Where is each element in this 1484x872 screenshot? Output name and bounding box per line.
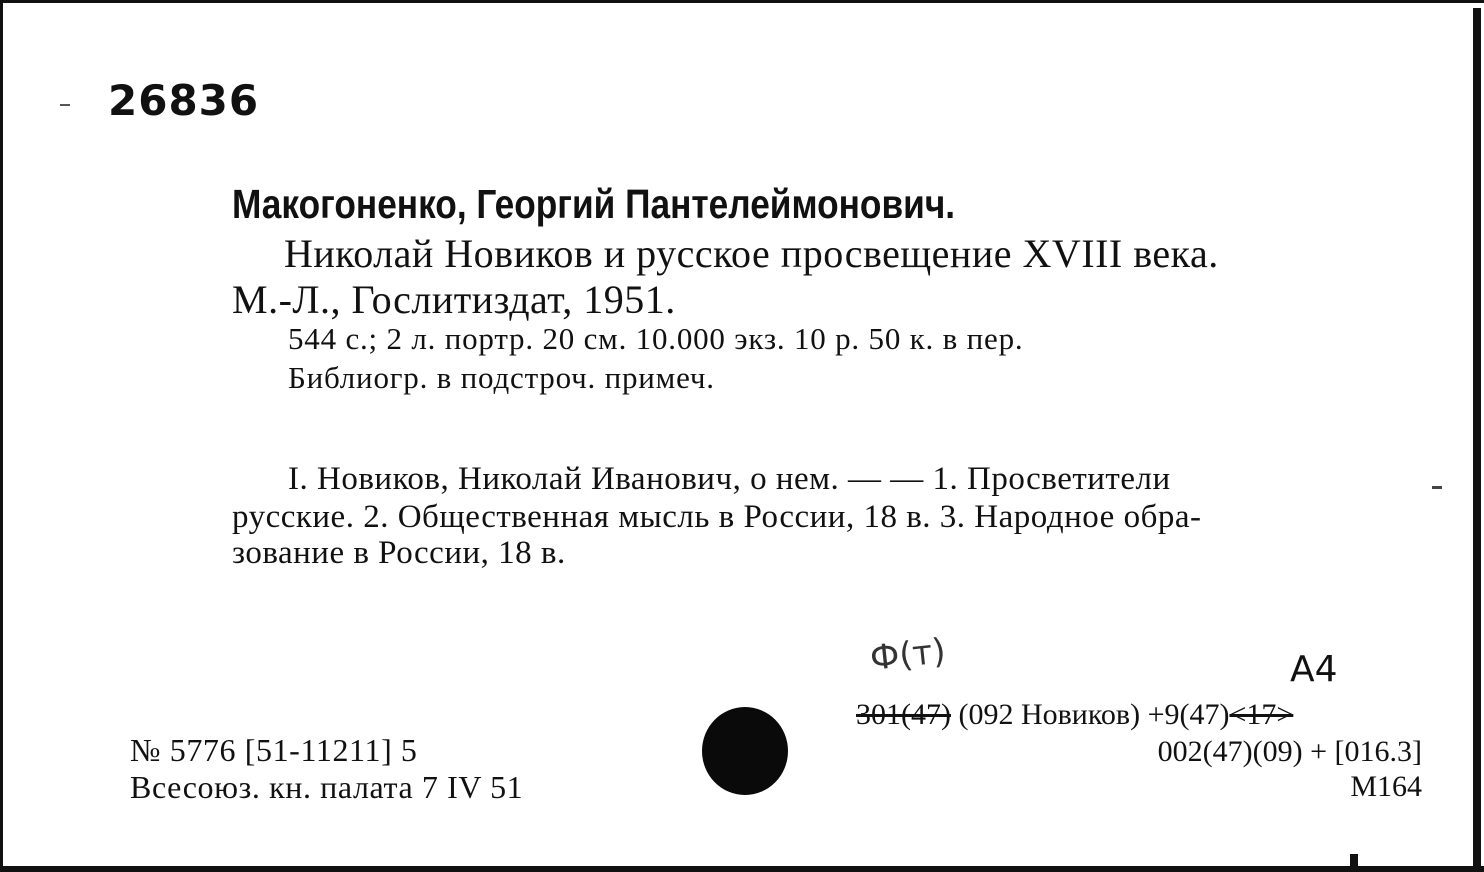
classification-line-3: М164 <box>1350 770 1422 803</box>
classification-line-1 <box>856 700 1293 730</box>
punch-hole <box>702 707 788 795</box>
collation-line-2: Библиогр. в подстроч. примеч. <box>288 360 715 395</box>
classification-struck-end: <17> <box>1229 698 1294 731</box>
edge-mark <box>1432 486 1442 489</box>
title-line-2: М.-Л., Гослитиздат, 1951. <box>232 277 676 322</box>
subjects-line-1: I. Новиков, Николай Иванович, о нем. — — 1. Просветители <box>288 461 1171 497</box>
collation-line-1: 544 с.; 2 л. портр. 20 см. 10.000 экз. 10 р. 50 к. в пер. <box>288 321 1024 356</box>
bottom-edge-mark <box>1350 854 1358 866</box>
classification-main: (092 Новиков) +9(47) <box>950 698 1230 731</box>
card-border-top <box>0 0 1484 3</box>
card-border-right <box>1473 8 1481 870</box>
margin-tick <box>60 104 70 106</box>
classification-line-2: 002(47)(09) + [016.3] <box>1157 735 1422 768</box>
subjects-line-2: русские. 2. Общественная мысль в России, 18 в. 3. Народное обра- <box>232 499 1202 535</box>
chamber-imprint: Всесоюз. кн. палата 7 IV 51 <box>130 769 524 805</box>
registry-number: № 5776 [51-11211] 5 <box>130 732 418 768</box>
subjects-line-3: зование в России, 18 в. <box>232 535 566 571</box>
handwritten-class-mark: Ф(т) <box>868 631 948 679</box>
card-border-bottom <box>0 866 1484 872</box>
accession-number: 26836 <box>108 76 260 125</box>
card-border-left <box>0 0 3 872</box>
author-heading: Макогоненко, Георгий Пантелеймонович. <box>232 181 956 227</box>
classification-struck: 301(47) <box>856 698 951 731</box>
title-line-1: Николай Новиков и русское просвещение XVIII века. <box>284 231 1219 276</box>
handwritten-shelf-mark: А4 <box>1290 649 1338 690</box>
